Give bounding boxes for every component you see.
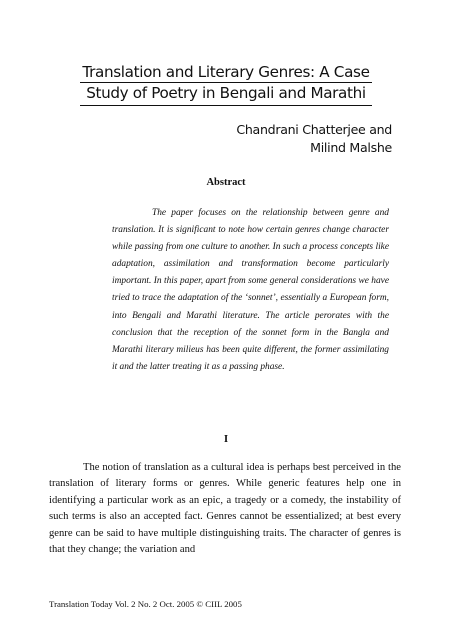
page-footer: Translation Today Vol. 2 No. 2 Oct. 2005 © CIIL 2005: [49, 599, 242, 609]
paper-title: [80, 62, 372, 106]
author-block: [236, 121, 392, 156]
author-line-2: Milind Malshe: [310, 139, 392, 155]
author-line-1: Chandrani Chatterjee and: [236, 122, 392, 137]
abstract-heading: Abstract: [206, 177, 246, 188]
section-number: I: [223, 433, 229, 445]
abstract-text: The paper focuses on the relationship between genre and translation. It is significant to note how certain genres change character while passing from one culture to another. In such a process concepts like adaptation, assimilation and transformation become particularly important. In this paper, apart from some general considerations we have tried to trace the adaptation of the ‘sonnet’, essentially a European form, into Bengali and Marathi literature. The article perorates with the conclusion that the reception of the sonnet form in the Bangla and Marathi literary milieus has been quite different, the former assimilating it and the latter treating it as a passing phase.: [112, 208, 389, 372]
title-line-1: Translation and Literary Genres: A Case: [80, 62, 372, 83]
title-line-2: Study of Poetry in Bengali and Marathi: [86, 84, 366, 102]
body-paragraph: The notion of translation as a cultural idea is perhaps best perceived in the translation of literary forms or genres. While generic features help one in identifying a particular work as an epic, a tragedy or a comedy, the instability of such terms is also an accepted fact. Genres cannot be essentialized; at best every genre can be said to have multiple distinguishing traits. The character of genres is that they change; the variation and: [49, 462, 401, 556]
